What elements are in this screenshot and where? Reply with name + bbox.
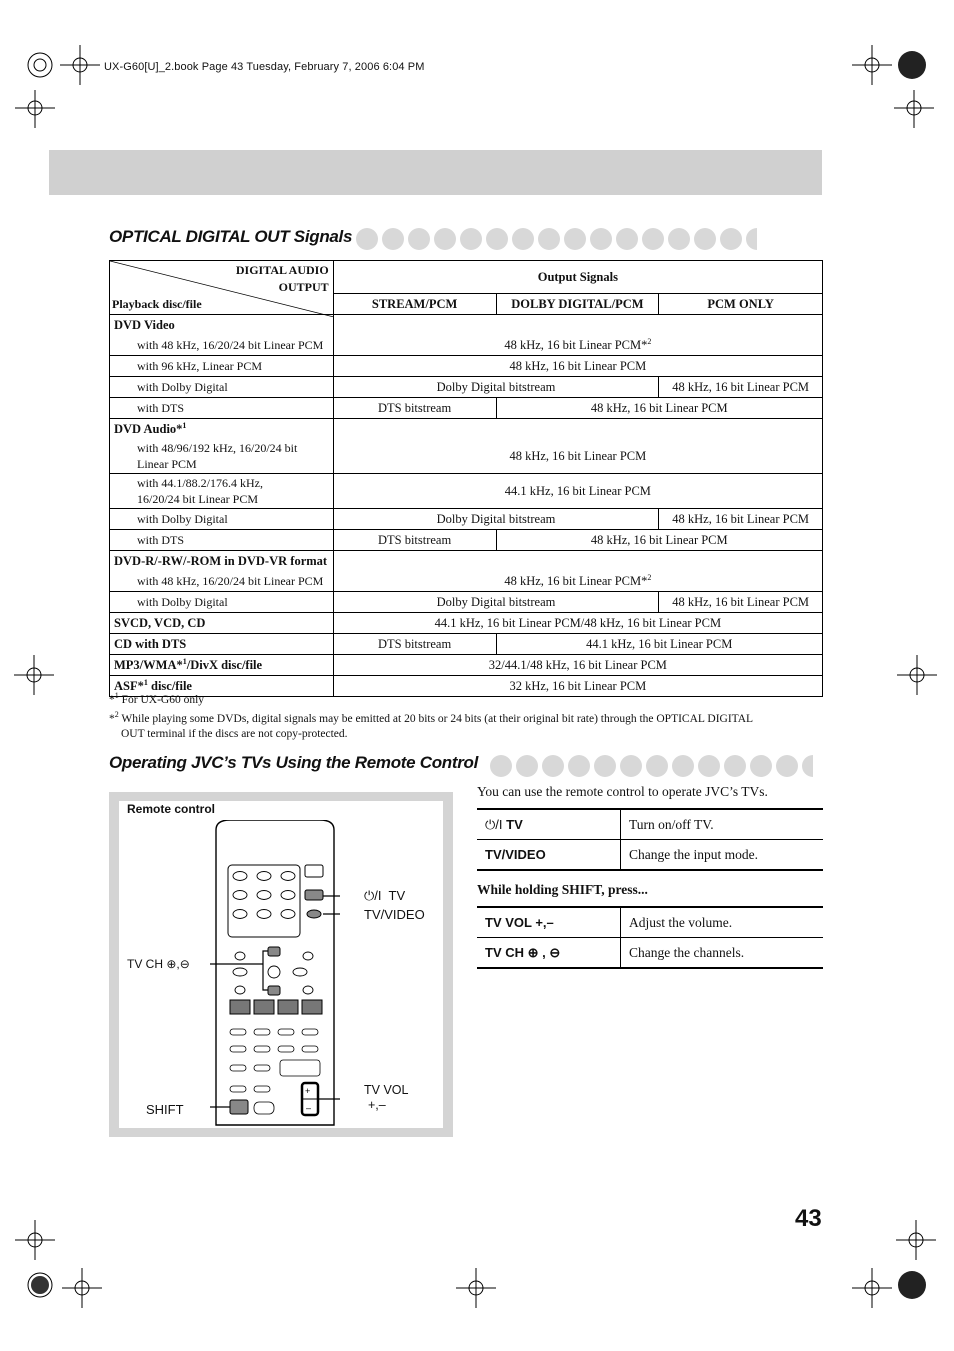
corner-top2: OUTPUT: [278, 280, 329, 294]
corner-top: DIGITAL AUDIO: [235, 263, 329, 277]
tv-key: TV/VIDEO: [477, 840, 621, 871]
tv-table: [477, 808, 823, 871]
row-value: 48 kHz, 16 bit Linear PCM: [333, 439, 822, 474]
table-row: [477, 840, 823, 871]
tv-key: ⏻/I TV: [477, 809, 621, 840]
svg-text:–: –: [306, 1103, 312, 1113]
remote-drawing: [210, 820, 340, 1130]
group-dvd-video: DVD Video: [110, 315, 334, 336]
row-asf: ASF*$^1$ disc/file: [110, 676, 334, 697]
plus-circle-icon: ⊕: [527, 944, 539, 960]
row-label: with 96 kHz, Linear PCM: [110, 356, 334, 377]
col-stream: STREAM/PCM: [333, 294, 496, 315]
row-value: 48 kHz, 16 bit Linear PCM: [496, 530, 823, 551]
tv-desc: Change the input mode.: [621, 840, 824, 871]
row-value: 48 kHz, 16 bit Linear PCM: [659, 377, 823, 398]
section-title-optical: OPTICAL DIGITAL OUT Signals: [109, 227, 353, 246]
table-corner: [110, 261, 334, 315]
footnote-1: *$^1$ For UX-G60 only: [109, 691, 205, 706]
row-label: with 48 kHz, 16/20/24 bit Linear PCM: [110, 571, 334, 592]
tv-intro-text: You can use the remote control to operate JVC’s TVs.: [477, 784, 768, 799]
col-pcm: PCM ONLY: [659, 294, 823, 315]
row-value: 44.1 kHz, 16 bit Linear PCM/48 kHz, 16 bit Linear PCM: [333, 613, 822, 634]
corner-bottom: Playback disc/file: [112, 297, 202, 311]
tv-desc: Change the channels.: [621, 938, 824, 969]
tv-key: TV VOL +,–: [477, 907, 621, 938]
svg-text:+: +: [305, 1086, 311, 1096]
row-label: with Dolby Digital: [110, 592, 334, 613]
row-value: 48 kHz, 16 bit Linear PCM: [496, 398, 823, 419]
row-value: DTS bitstream: [333, 530, 496, 551]
row-value: 48 kHz, 16 bit Linear PCM*$^2$: [333, 571, 822, 592]
row-label: with 48 kHz, 16/20/24 bit Linear PCM: [110, 335, 334, 356]
table-row: [477, 938, 823, 969]
row-value: 44.1 kHz, 16 bit Linear PCM: [496, 634, 823, 655]
row-label: with DTS: [110, 530, 334, 551]
row-value: Dolby Digital bitstream: [333, 509, 659, 530]
row-label: with 48/96/192 kHz, 16/20/24 bit Linear PCM: [110, 439, 334, 474]
tv-shift-table: [477, 906, 823, 969]
row-label: with Dolby Digital: [110, 509, 334, 530]
row-value: DTS bitstream: [333, 634, 496, 655]
table-row: [477, 907, 823, 938]
row-value: 44.1 kHz, 16 bit Linear PCM: [333, 474, 822, 509]
title-dots: [356, 228, 757, 250]
row-label: with Dolby Digital: [110, 377, 334, 398]
minus-circle-icon: ⊖: [549, 944, 561, 960]
remote-caption: Remote control: [127, 802, 216, 816]
plus-circle-icon: ⊕: [166, 957, 177, 971]
row-value: 48 kHz, 16 bit Linear PCM: [659, 592, 823, 613]
row-value: 48 kHz, 16 bit Linear PCM*$^2$: [333, 335, 822, 356]
row-value: Dolby Digital bitstream: [333, 592, 659, 613]
row-value: 48 kHz, 16 bit Linear PCM: [659, 509, 823, 530]
table-row: [477, 809, 823, 840]
power-icon: ⏻/I: [364, 888, 382, 903]
header-band: [49, 150, 822, 195]
label-shift: SHIFT: [146, 1102, 184, 1117]
label-power-tv: ⏻/I TV: [364, 888, 406, 903]
minus-circle-icon: ⊖: [179, 957, 190, 971]
signals-table: [109, 260, 823, 697]
row-svcd: SVCD, VCD, CD: [110, 613, 334, 634]
row-value: Dolby Digital bitstream: [333, 377, 659, 398]
row-cd-dts: CD with DTS: [110, 634, 334, 655]
tv-key: TV CH ⊕ , ⊖: [477, 938, 621, 969]
book-header: UX-G60[U]_2.book Page 43 Tuesday, February 7, 2006 6:04 PM: [104, 61, 425, 73]
row-value: 32 kHz, 16 bit Linear PCM: [333, 676, 822, 697]
label-tv-vol: TV VOL +,–: [364, 1083, 409, 1112]
tv-desc: Turn on/off TV.: [621, 809, 824, 840]
row-label: with DTS: [110, 398, 334, 419]
row-mp3: MP3/WMA*$^1$/DivX disc/file: [110, 655, 334, 676]
row-value: DTS bitstream: [333, 398, 496, 419]
title-dots: [490, 755, 813, 777]
group-dvd-r: DVD-R/-RW/-ROM in DVD-VR format: [110, 551, 334, 572]
row-value: 32/44.1/48 kHz, 16 bit Linear PCM: [333, 655, 822, 676]
output-signals-header: Output Signals: [333, 261, 822, 294]
label-tv-ch: TV CH ⊕,⊖: [127, 957, 190, 971]
col-dolby: DOLBY DIGITAL/PCM: [496, 294, 659, 315]
tv-desc: Adjust the volume.: [621, 907, 824, 938]
row-value: 48 kHz, 16 bit Linear PCM: [333, 356, 822, 377]
row-label: with 44.1/88.2/176.4 kHz, 16/20/24 bit Linear PCM: [110, 474, 334, 509]
footnote-2: *$^2$ While playing some DVDs, digital signals may be emitted at 20 bits or 24 bits (at their original bit rate) through the OPTICAL DIGITAL OUT terminal if the discs are not copy-protected.: [109, 710, 754, 740]
power-icon: ⏻/I: [485, 816, 503, 832]
group-dvd-audio: DVD Audio*$^1$: [110, 419, 334, 440]
shift-heading: While holding SHIFT, press...: [477, 882, 648, 897]
page-number: 43: [795, 1205, 822, 1232]
section-title-tv: Operating JVC’s TVs Using the Remote Control: [109, 753, 479, 772]
label-tv-video: TV/VIDEO: [364, 907, 425, 922]
